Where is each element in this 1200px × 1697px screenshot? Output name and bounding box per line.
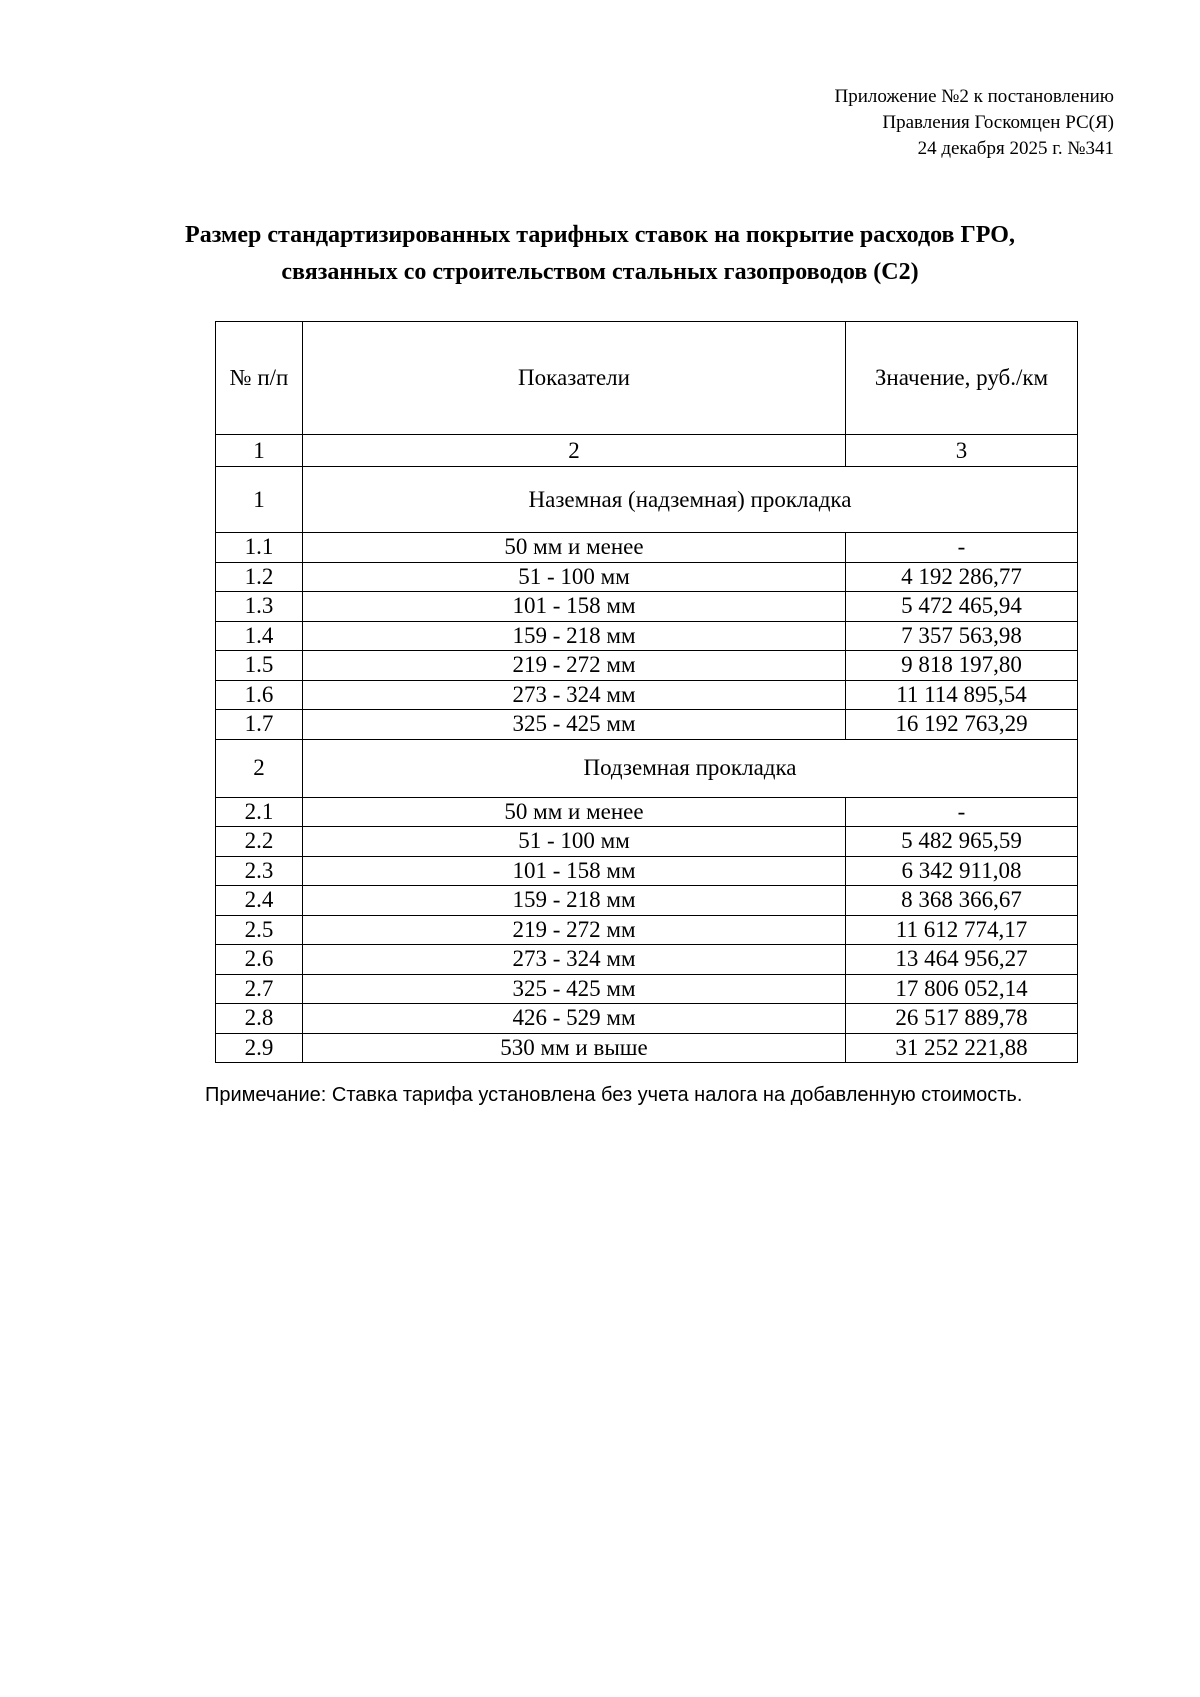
- row-number: 2.2: [216, 827, 303, 857]
- row-indicator: 530 мм и выше: [303, 1033, 846, 1063]
- tariff-table-body: [216, 322, 1078, 1063]
- table-row: [216, 886, 1078, 916]
- tariff-table: [215, 321, 1078, 1063]
- column-number: 3: [846, 435, 1078, 467]
- table-row: [216, 945, 1078, 975]
- row-value: 17 806 052,14: [846, 974, 1078, 1004]
- title-line-1: Размер стандартизированных тарифных ставок на покрытие расходов ГРО,: [185, 222, 1015, 248]
- row-value: 13 464 956,27: [846, 945, 1078, 975]
- row-value: 9 818 197,80: [846, 651, 1078, 681]
- row-indicator: 325 - 425 мм: [303, 710, 846, 740]
- table-row: [216, 797, 1078, 827]
- section-number: 1: [216, 467, 303, 533]
- row-value: 11 612 774,17: [846, 915, 1078, 945]
- section-row: [216, 467, 1078, 533]
- section-number: 2: [216, 739, 303, 797]
- row-value: 16 192 763,29: [846, 710, 1078, 740]
- header-value: Значение, руб./км: [846, 322, 1078, 435]
- row-number: 2.7: [216, 974, 303, 1004]
- row-value: -: [846, 533, 1078, 563]
- row-number: 2.6: [216, 945, 303, 975]
- row-value: 7 357 563,98: [846, 621, 1078, 651]
- title-line-2: связанных со строительством стальных газопроводов (С2): [281, 259, 919, 285]
- table-row: [216, 621, 1078, 651]
- row-value: 26 517 889,78: [846, 1004, 1078, 1034]
- row-number: 2.9: [216, 1033, 303, 1063]
- row-indicator: 50 мм и менее: [303, 797, 846, 827]
- row-number: 1.4: [216, 621, 303, 651]
- header-num: № п/п: [216, 322, 303, 435]
- header-name: Показатели: [303, 322, 846, 435]
- section-title: Подземная прокладка: [303, 739, 1078, 797]
- row-number: 2.4: [216, 886, 303, 916]
- table-row: [216, 1004, 1078, 1034]
- table-row: [216, 533, 1078, 563]
- row-indicator: 219 - 272 мм: [303, 651, 846, 681]
- table-row: [216, 680, 1078, 710]
- column-number: 1: [216, 435, 303, 467]
- appendix-line-1: Приложение №2 к постановлению: [834, 86, 1114, 107]
- row-value: 5 472 465,94: [846, 592, 1078, 622]
- row-number: 2.8: [216, 1004, 303, 1034]
- column-number: 2: [303, 435, 846, 467]
- row-number: 2.5: [216, 915, 303, 945]
- row-indicator: 51 - 100 мм: [303, 562, 846, 592]
- row-indicator: 50 мм и менее: [303, 533, 846, 563]
- row-number: 1.7: [216, 710, 303, 740]
- section-row: [216, 739, 1078, 797]
- row-number: 1.6: [216, 680, 303, 710]
- row-indicator: 159 - 218 мм: [303, 621, 846, 651]
- section-title: Наземная (надземная) прокладка: [303, 467, 1078, 533]
- row-indicator: 51 - 100 мм: [303, 827, 846, 857]
- appendix-reference: [835, 84, 1114, 162]
- table-row: [216, 915, 1078, 945]
- row-indicator: 325 - 425 мм: [303, 974, 846, 1004]
- table-row: [216, 562, 1078, 592]
- table-row: [216, 827, 1078, 857]
- table-row: [216, 856, 1078, 886]
- row-indicator: 101 - 158 мм: [303, 856, 846, 886]
- table-row: [216, 974, 1078, 1004]
- column-numbers-row: [216, 435, 1078, 467]
- table-row: [216, 710, 1078, 740]
- row-number: 1.3: [216, 592, 303, 622]
- row-value: 5 482 965,59: [846, 827, 1078, 857]
- row-value: 8 368 366,67: [846, 886, 1078, 916]
- row-indicator: 273 - 324 мм: [303, 680, 846, 710]
- row-value: 6 342 911,08: [846, 856, 1078, 886]
- row-indicator: 219 - 272 мм: [303, 915, 846, 945]
- table-row: [216, 592, 1078, 622]
- row-value: -: [846, 797, 1078, 827]
- row-value: 31 252 221,88: [846, 1033, 1078, 1063]
- row-value: 11 114 895,54: [846, 680, 1078, 710]
- table-row: [216, 651, 1078, 681]
- appendix-line-2: Правления Госкомцен РС(Я): [882, 112, 1114, 133]
- appendix-line-3: 24 декабря 2025 г. №341: [917, 138, 1114, 159]
- row-indicator: 426 - 529 мм: [303, 1004, 846, 1034]
- row-indicator: 101 - 158 мм: [303, 592, 846, 622]
- document-title: [140, 217, 1060, 291]
- row-number: 1.2: [216, 562, 303, 592]
- row-number: 2.3: [216, 856, 303, 886]
- row-value: 4 192 286,77: [846, 562, 1078, 592]
- row-indicator: 273 - 324 мм: [303, 945, 846, 975]
- row-number: 2.1: [216, 797, 303, 827]
- note-text: Примечание: Ставка тарифа установлена без учета налога на добавленную стоимость.: [205, 1084, 1023, 1106]
- row-number: 1.1: [216, 533, 303, 563]
- row-indicator: 159 - 218 мм: [303, 886, 846, 916]
- table-row: [216, 1033, 1078, 1063]
- table-header-row: [216, 322, 1078, 435]
- row-number: 1.5: [216, 651, 303, 681]
